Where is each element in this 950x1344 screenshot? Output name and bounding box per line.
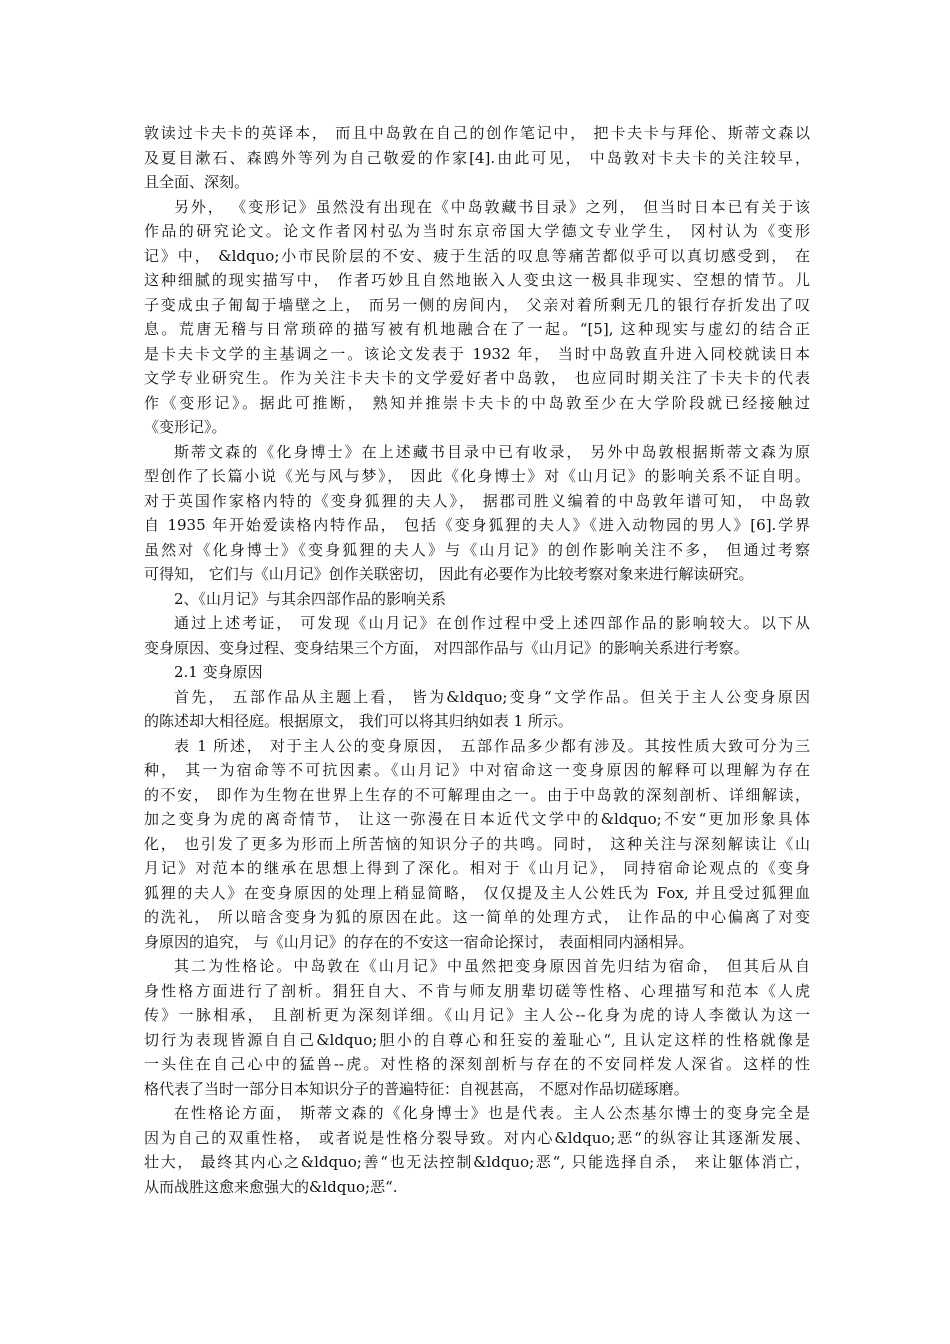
text-line: 的洗礼， 所以暗含变身为狐的原因在此。这一简单的处理方式， 让作品的中心偏离了对变 xyxy=(144,908,810,926)
document-page xyxy=(144,121,810,1199)
text-line: 化， 也引发了更多为形而上所苦恼的知识分子的共鸣。同时， 这种关注与深刻解读让《山 xyxy=(144,834,810,853)
text-line: 的陈述却大相径庭。根据原文， 我们可以将其归纳如表 1 所示。 xyxy=(144,712,573,730)
text-line: 种， 其一为宿命等不可抗因素。《山月记》中对宿命这一变身原因的解释可以理解为存在 xyxy=(144,761,810,779)
text-line: 传》一脉相承， 且剖析更为深刻详细。《山月记》主人公--化身为虎的诗人李徵认为这一 xyxy=(144,1006,810,1024)
text-line: 加之变身为虎的离奇情节， 让这一弥漫在日本近代文学中的&ldquo;不安“更加形象具体 xyxy=(144,810,810,828)
text-line: 这种细腻的现实描写中， 作者巧妙且自然地嵌入人变虫这一极具非现实、空想的情节。儿 xyxy=(144,271,810,289)
text-line: 身原因的追究， 与《山月记》的存在的不安这一宿命论探讨， 表面相同内涵相异。 xyxy=(144,932,694,951)
text-line: 是卡夫卡文学的主基调之一。该论文发表于 1932 年， 当时中岛敦直升进入同校就读日本 xyxy=(144,344,810,363)
text-line: 对于英国作家格内特的《变身狐狸的夫人》， 据郡司胜义编着的中岛敦年谱可知， 中岛敦 xyxy=(144,491,810,510)
text-line: 记》中， &ldquo;小市民阶层的不安、疲于生活的叹息等痛苦都似乎可以真切感受到， 在 xyxy=(144,246,810,265)
text-line: 且全面、深刻。 xyxy=(144,173,250,191)
text-line: 在性格论方面， 斯蒂文森的《化身博士》也是代表。主人公杰基尔博士的变身完全是 xyxy=(174,1104,810,1122)
text-line: 作《变形记》。据此可推断， 熟知并推崇卡夫卡的中岛敦至少在大学阶段就已经接触过 xyxy=(144,393,810,412)
text-line: 一头住在自己心中的猛兽--虎。对性格的深刻剖析与存在的不安同样发人深省。这样的性 xyxy=(144,1055,810,1073)
text-line: 文学专业研究生。作为关注卡夫卡的文学爱好者中岛敦， 也应同时期关注了卡夫卡的代表 xyxy=(144,369,810,387)
text-line: 身性格方面进行了剖析。狷狂自大、不肯与师友朋辈切磋等性格、心理描写和范本《人虎 xyxy=(144,981,810,1000)
section-heading: 2.1 变身原因 xyxy=(174,663,263,681)
text-line: 作品的研究论文。论文作者冈村弘为当时东京帝国大学德文专业学生， 冈村认为《变形 xyxy=(144,222,810,240)
text-line: 及夏目漱石、森鸥外等列为自己敬爱的作家[4].由此可见， 中岛敦对卡夫卡的关注较早， xyxy=(144,148,810,167)
text-line: 其二为性格论。中岛敦在《山月记》中虽然把变身原因首先归结为宿命， 但其后从自 xyxy=(174,957,810,975)
text-line: 从而战胜这愈来愈强大的&ldquo;恶“. xyxy=(144,1177,398,1196)
text-line: 切行为表现皆源自自己&ldquo;胆小的自尊心和狂妄的羞耻心“, 且认定这样的性格就像是 xyxy=(144,1030,810,1049)
text-line: 自 1935 年开始爱读格内特作品， 包括《变身狐狸的夫人》《进入动物园的男人》[6].学界 xyxy=(144,516,810,534)
section-heading: 2、《山月记》与其余四部作品的影响关系 xyxy=(174,589,447,608)
text-line: 可得知， 它们与《山月记》创作关联密切， 因此有必要作为比较考察对象来进行解读研究。 xyxy=(144,565,754,583)
text-line: 壮大， 最终其内心之&ldquo;善“也无法控制&ldquo;恶“, 只能选择自杀， 来让躯体消亡， xyxy=(144,1153,810,1171)
text-line: 狐狸的夫人》在变身原因的处理上稍显简略， 仅仅提及主人公姓氏为 Fox, 并且受过狐狸血 xyxy=(144,883,810,902)
text-line: 格代表了当时一部分日本知识分子的普遍特征：自视甚高， 不愿对作品切磋琢磨。 xyxy=(144,1079,689,1098)
text-line: 斯蒂文森的《化身博士》在上述藏书目录中已有收录， 另外中岛敦根据斯蒂文森为原 xyxy=(174,442,810,461)
text-line: 虽然对《化身博士》《变身狐狸的夫人》与《山月记》的创作影响关注不多， 但通过考察 xyxy=(144,540,810,559)
text-line: 另外， 《变形记》虽然没有出现在《中岛敦藏书目录》之列， 但当时日本已有关于该 xyxy=(174,197,810,216)
text-line: 子变成虫子匍匐于墙壁之上， 而另一侧的房间内， 父亲对着所剩无几的银行存折发出了叹 xyxy=(144,295,810,314)
text-line: 月记》对范本的继承在思想上得到了深化。相对于《山月记》， 同持宿命论观点的《变身 xyxy=(144,859,810,877)
text-line: 变身原因、变身过程、变身结果三个方面， 对四部作品与《山月记》的影响关系进行考察。 xyxy=(144,638,749,657)
text-line: 息。荒唐无稽与日常琐碎的描写被有机地融合在了一起。“[5], 这种现实与虚幻的结合正 xyxy=(144,320,810,338)
text-line: 敦读过卡夫卡的英译本， 而且中岛敦在自己的创作笔记中， 把卡夫卡与拜伦、斯蒂文森以 xyxy=(144,124,810,142)
text-line: 通过上述考证， 可发现《山月记》在创作过程中受上述四部作品的影响较大。以下从 xyxy=(174,614,810,632)
text-line: 表 1 所述， 对于主人公的变身原因， 五部作品多少都有涉及。其按性质大致可分为三 xyxy=(174,736,810,755)
text-line: 因为自己的双重性格， 或者说是性格分裂导致。对内心&ldquo;恶“的纵容让其逐渐发展、 xyxy=(144,1128,810,1147)
text-line: 型创作了长篇小说《光与风与梦》， 因此《化身博士》对《山月记》的影响关系不证自明。 xyxy=(144,467,810,485)
text-line: 《变形记》。 xyxy=(144,418,227,436)
text-line: 的不安， 即作为生物在世界上生存的不可解理由之一。由于中岛敦的深刻剖析、详细解读， xyxy=(144,785,810,804)
text-line: 首先， 五部作品从主题上看， 皆为&ldquo;变身“文学作品。但关于主人公变身原因 xyxy=(174,687,810,706)
